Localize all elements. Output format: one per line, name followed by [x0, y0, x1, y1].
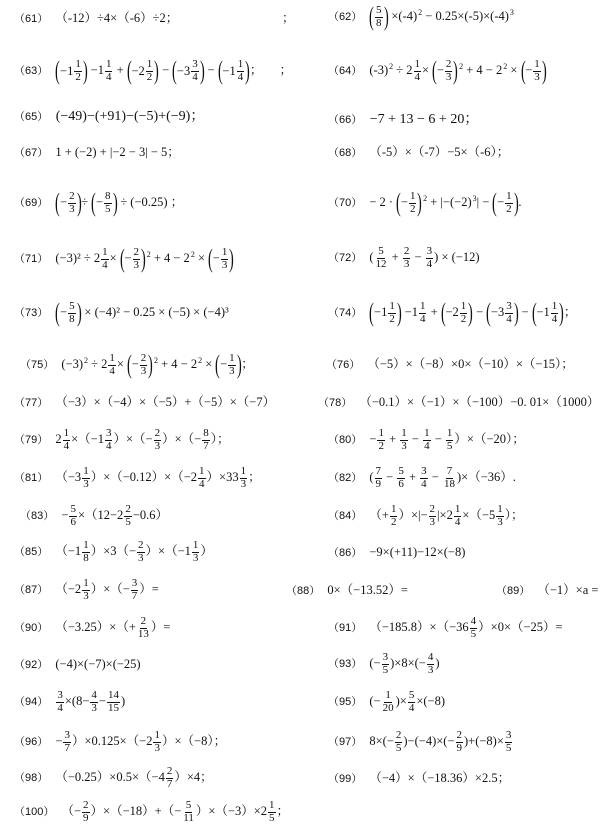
expression: （−4）×（−18.36）×2.5； [369, 771, 511, 785]
expression: 8×(− [369, 733, 394, 748]
problem-86 [328, 546, 465, 559]
problem-88 [286, 584, 408, 597]
problem-65 [14, 110, 204, 124]
problem-93: （93） (− $\frac{3}{5}$ )×8×(− $\frac{4}{3}$ ) [328, 651, 440, 676]
problem-98: （98） （−0.25）×0.5×（−4 $\frac{2}{7}$ ）×4； [14, 765, 213, 790]
expression: ×（−20）； [466, 431, 525, 446]
problem-number: （78） [318, 397, 353, 409]
problem-number: （75） [20, 358, 55, 371]
problem-number: （96） [14, 735, 49, 748]
problem-number: （98） [14, 771, 49, 784]
expression: ×(8− [64, 693, 90, 708]
problem-82: （82） ( $\frac{7}{9}$ − $\frac{5}{6}$ + $\frac{3}{4}$ − $\frac{7}{18}$ )×（−36）. [328, 465, 516, 490]
problem-74: （74） (−1 $\frac{1}{2}$ ) −1 $\frac{1}{4}$ + (−2 $\frac{1}{2}$ ) − (−3 $\frac{3}{4}$ ) − (−1 $\frac{1}{4}$ )； [328, 298, 577, 327]
problem-92 [14, 658, 141, 671]
expression: （−3）×（−4）×（−5）+（−5）×（−7） [55, 395, 276, 409]
problem-61 [14, 11, 295, 25]
expression: （12−2 [85, 507, 124, 522]
problem-73: （73） (− $\frac{5}{8}$ ) × (−4)² − 0.25 × (−5) × (−4)³ [14, 298, 229, 327]
problem-76 [326, 358, 574, 371]
problem-84: （84） （+ $\frac{1}{2}$ ）×|− $\frac{2}{3}$ |×2 $\frac{1}{4}$ ×（−5 $\frac{1}{3}$ ）； [328, 503, 524, 528]
problem-number: （89） [496, 585, 531, 597]
problem-67 [14, 146, 180, 159]
problem-number: （93） [328, 657, 363, 670]
separator: ； [282, 11, 295, 25]
problem-number: （73） [14, 306, 49, 319]
problem-64: （64） $(-3)^2 \div 2$ $\frac{1}{4}$ × (− $\frac{2}{3}$ )$^2 + 4 - 2^2$ × (− $\frac{1}{3}$ ) [328, 56, 547, 85]
problem-number: （88） [286, 585, 321, 597]
problem-number: （82） [328, 471, 363, 484]
problem-number: （68） [328, 147, 363, 159]
problem-number: （71） [14, 252, 49, 265]
expression: （−1）×a = [537, 583, 599, 597]
expression: ÷ (−0.25) ； [120, 194, 184, 209]
problem-79: （79） 2 $\frac{1}{4}$ ×（−1 $\frac{3}{4}$ ）×（− $\frac{2}{3}$ ）×（− $\frac{8}{7}$ ）； [14, 427, 230, 452]
problem-number: （95） [328, 695, 363, 708]
problem-number: （80） [328, 433, 363, 446]
expression: ×(−8) [416, 693, 445, 708]
expression: （−2 [55, 581, 82, 596]
problem-95: （95） (− $\frac{1}{20}$ )× $\frac{5}{4}$ ×(−8) [328, 689, 445, 714]
problem-89 [496, 584, 598, 597]
problem-66 [328, 113, 478, 127]
problem-number: （94） [14, 695, 49, 708]
problem-number: （77） [14, 397, 49, 409]
problem-number: （81） [14, 471, 49, 484]
problem-91: （91） （−185.8）×（−36 $\frac{4}{5}$ ）×0×（−25）= [328, 615, 563, 640]
problem-number: （86） [328, 547, 363, 559]
problem-94: （94） $\frac{3}{4}$ ×(8− $\frac{4}{3}$ − $\frac{14}{15}$ ) [14, 689, 126, 714]
expression: × (−12) [441, 249, 480, 264]
expression: 0×（−13.52）= [327, 583, 408, 597]
problem-number: （99） [328, 773, 363, 785]
problem-85: （85） （−1 $\frac{1}{8}$ ）×3（− $\frac{2}{3}$ ）×（−1 $\frac{1}{3}$ ） [14, 539, 213, 564]
problem-80: （80） − $\frac{1}{2}$ + $\frac{1}{3}$ − $\frac{1}{4}$ − $\frac{1}{5}$ ）×（−20）； [328, 427, 525, 452]
problem-number: （76） [326, 359, 361, 371]
expression: × (−4)² − 0.25 × (−5) × (−4)³ [84, 304, 229, 319]
problem-number: （64） [328, 64, 363, 77]
problem-78 [318, 396, 599, 409]
expression: （− [61, 803, 82, 818]
expression: ×8× [394, 655, 415, 670]
expression: −7 + 13 − 6 + 20； [369, 112, 479, 127]
problem-81: （81） （−3 $\frac{1}{3}$ ）×（−0.12）×（−2 $\frac{1}{4}$ ）×33 $\frac{1}{3}$ ； [14, 465, 261, 490]
expression: (−4)×(−7)×(−25) [55, 657, 141, 671]
problem-number: （84） [328, 509, 363, 522]
problem-number: （87） [14, 583, 49, 596]
problem-75: （75） $(-3)^2 \div 2$ $\frac{1}{4}$ × (− $\frac{2}{3}$ )$^2 + 4 - 2^2$ × (− $\frac{1}{3}$ )； [20, 350, 254, 379]
problem-63: （63） (−1 $\frac{1}{2}$ ) −1 $\frac{1}{4}$ + (−2 $\frac{1}{2}$ ) − (−3 $\frac{3}{4}$ ) − (−1 $\frac{1}{4}$ )； ； [14, 56, 293, 85]
expression: （-12）÷4×（-6）÷2； [55, 11, 179, 25]
expression: (−49)−(+91)−(−5)+(−9)； [55, 109, 205, 124]
problem-71: （71） (−3)² ÷ 2 $\frac{1}{4}$ × (− $\frac{2}{3}$ )$^2 + 4 - 2^2$ × (− $\frac{1}{3}$ ) [14, 244, 235, 273]
problem-number: （85） [14, 545, 49, 558]
problem-99 [328, 772, 510, 785]
problem-number: （72） [328, 251, 363, 264]
problem-number: （63） [14, 64, 49, 77]
problem-97: （97） 8×(− $\frac{2}{5}$ )−(−4)×(− $\frac{2}{9}$ )+(−8)× $\frac{3}{5}$ [328, 729, 512, 754]
problem-number: （70） [328, 196, 363, 209]
problem-96: （96） − $\frac{3}{7}$ ）×0.125×（−2 $\frac{1}{3}$ ）×（−8）； [14, 729, 227, 754]
problem-83: （83） − $\frac{5}{6}$ ×（12−2 $\frac{2}{5}$ −0.6） [20, 503, 168, 528]
problem-90: （90） （−3.25）×（+ $\frac{2}{13}$ ）= [14, 615, 171, 640]
problem-100: （100） （− $\frac{2}{9}$ ）×（−18）+（− $\frac{5}{11}$ ）×（−3）×2 $\frac{1}{5}$ ； [14, 799, 290, 824]
expression: ； [241, 356, 254, 371]
problem-77 [14, 396, 275, 409]
problem-number: （66） [328, 114, 363, 126]
expression: $\times(-4)^2 - 0.25\times(-5)\times(-4)^3$ [391, 7, 514, 23]
expression: （−1 [55, 543, 82, 558]
problem-72: （72） ( $\frac{5}{12}$ + $\frac{2}{3}$ − $\frac{3}{4}$ ) × (−12) [328, 245, 480, 270]
expression: （−0.25）×0.5×（−4 [55, 769, 165, 784]
problem-69: （69） (− $\frac{2}{3}$ )÷ (− $\frac{8}{5}$ ) ÷ (−0.25) ； [14, 188, 184, 217]
problem-number: （67） [14, 147, 49, 159]
expression: ×（−36）. [461, 469, 516, 484]
expression: （−3.25）×（+ [55, 619, 136, 634]
problem-number: （74） [328, 306, 363, 319]
problem-number: （97） [328, 735, 363, 748]
problem-number: （65） [14, 111, 49, 123]
problem-number: （79） [14, 433, 49, 446]
expression: ； [563, 304, 577, 319]
expression: （−185.8）×（−36 [369, 619, 469, 634]
expression: (−3)² ÷ 2 [55, 250, 101, 265]
expression: （+ [369, 507, 389, 522]
expression: −9×(+11)−12×(−8) [369, 545, 466, 559]
problem-number: （83） [20, 509, 55, 522]
expression: （−3 [55, 469, 82, 484]
problem-number: （92） [14, 659, 49, 671]
problem-70: （70） − 2 · (− $\frac{1}{2}$ )$^2 + |-(-2)^3|$ − (− $\frac{1}{2}$ ). [328, 188, 522, 217]
problem-number: （90） [14, 621, 49, 634]
problem-68 [328, 146, 509, 159]
expression: （−5）×（−8）×0×（−10）×（−15）； [367, 357, 574, 371]
expression: （−0.1）×（−1）×（−100）−0. 01×（1000） [359, 395, 600, 409]
expression: （-5）×（-7）−5×（-6）； [369, 145, 510, 159]
problem-87: （87） （−2 $\frac{1}{3}$ ）×（− $\frac{3}{7}$ ）= [14, 577, 159, 602]
problem-number: （91） [328, 621, 363, 634]
problem-number: （100） [14, 805, 55, 818]
expression: − 2 · [369, 194, 394, 209]
expression: 1 + (−2) + |−2 − 3| − 5； [55, 145, 180, 159]
expression: ； [216, 431, 230, 446]
expression: ×0.125×（−2 [84, 733, 153, 748]
problem-62: （62） ( $\frac{5}{8}$ ) $\times(-4)^2 - 0.25\times(-5)\times(-4)^3$ [328, 2, 514, 31]
problem-number: （62） [328, 10, 363, 23]
problem-number: （69） [14, 196, 49, 209]
problem-number: （61） [14, 13, 49, 25]
